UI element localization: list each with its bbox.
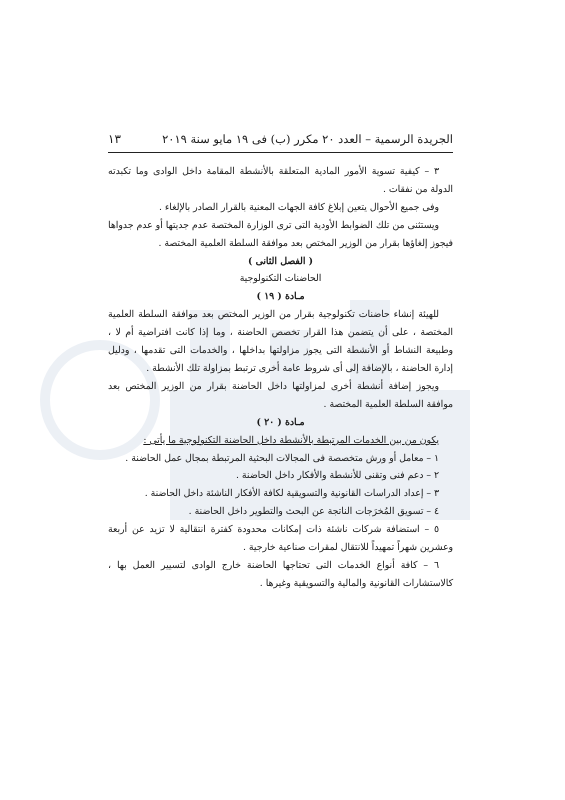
- paragraph: يكون من بين الخدمات المرتبطة بالأنشطة داخل الحاضنة التكنولوجية ما يأتى :: [143, 434, 439, 446]
- document-page: [108, 132, 453, 593]
- paragraph: مـادة ( ٢٠ ): [256, 416, 305, 428]
- paragraph: ٦ – كافة أنواع الخدمات التى تحتاجها الحاضنة خارج الوادى لتسيير العمل بها ، كالاستشارات القانونية والمالية والتسويقية وغيرها .: [108, 559, 453, 589]
- paragraph: ويجوز إضافة أنشطة أخرى لمزاولتها داخل الحاضنة بقرار من الوزير المختص بعد موافقة السلطة العلمية المختصة .: [108, 380, 453, 410]
- page-number: ١٣: [108, 132, 121, 146]
- paragraph: وفى جميع الأحوال يتعين إبلاغ كافة الجهات المعنية بالقرار الصادر بالإلغاء .: [158, 201, 439, 213]
- document-body: [108, 163, 453, 593]
- paragraph: ( الفصل الثانى ): [247, 255, 314, 267]
- paragraph: الحاضنات التكنولوجية: [239, 273, 322, 285]
- paragraph: ويستثنى من تلك الضوابط الأودية التى ترى الوزارة المختصة عدم جديتها أو عدم جدواها فيجوز إلغاؤها بقرار من الوزير المختص بعد موافقة السلطة العلمية المختصة .: [108, 219, 453, 249]
- paragraph: ١ – معامل أو ورش متخصصة فى المجالات البحثية المرتبطة بمجال عمل الحاضنة .: [125, 452, 439, 464]
- paragraph: ٣ – إعداد الدراسات القانونية والتسويقية لكافة الأفكار الناشئة داخل الحاضنة .: [144, 488, 439, 500]
- header-title: الجريدة الرسمية – العدد ٢٠ مكرر (ب) فى ١٩ مايو سنة ٢٠١٩: [162, 132, 453, 146]
- paragraph: ٤ – تسويق المُخرَجات الناتجة عن البحث والتطوير داخل الحاضنة .: [188, 506, 439, 518]
- paragraph: ٢ – دعم فنى وتقنى للأنشطة والأفكار داخل الحاضنة .: [236, 470, 439, 482]
- paragraph: ٥ – استضافة شركات ناشئة ذات إمكانات محدودة كفترة انتقالية لا تزيد عن أربعة وعشرين شهراً تمهيداً للانتقال لمقرات صناعية خارجية .: [108, 524, 453, 554]
- page-header: [108, 132, 453, 153]
- paragraph: للهيئة إنشاء حاضنات تكنولوجية بقرار من الوزير المختص بعد موافقة السلطة العلمية المختصة ، على أن يتضمن هذا القرار تخصص الحاضنة ، وما إذا كانت افتراضية أم لا ، وطبيعة النشاط أو الأنشطة التى يجوز مزاولتها بداخلها ، والخدمات التى تقدمها ، ودليل إدارة الحاضنة ، بالإضافة إلى أى شروط عامة أخرى ترتبط بمزاولة تلك الأنشطة .: [108, 309, 453, 374]
- paragraph: ٣ – كيفية تسوية الأمور المادية المتعلقة بالأنشطة المقامة داخل الوادى وما تكبدته الدولة من نفقات .: [108, 166, 453, 195]
- paragraph: مـادة ( ١٩ ): [256, 291, 305, 303]
